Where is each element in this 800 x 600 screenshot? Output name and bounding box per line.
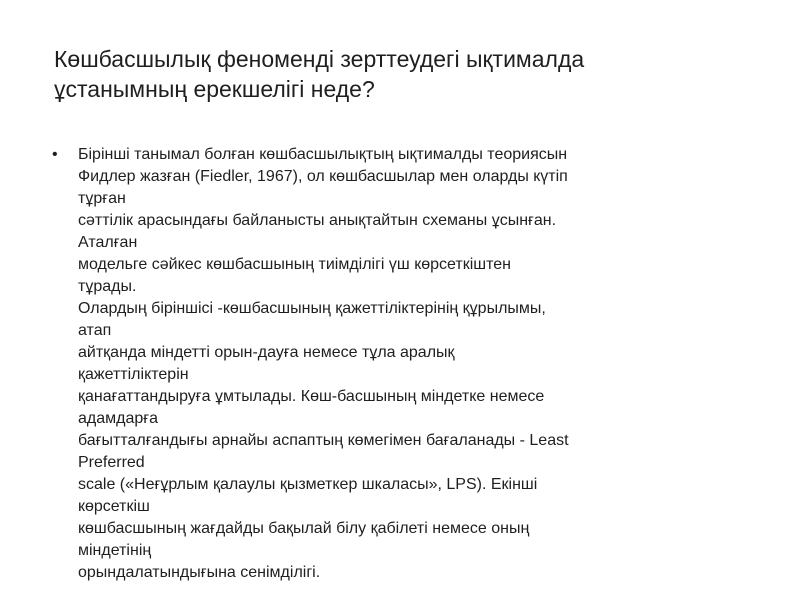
body-text-line: бағытталғандығы арнайы аспаптың көмегімен бағаланады - Least	[78, 432, 569, 449]
body-text-line: көрсеткіш	[78, 498, 150, 515]
slide-title	[54, 44, 754, 104]
body-text-line: модельге сәйкес көшбасшының тиімділігі үш көрсеткіштен	[78, 256, 511, 273]
body-text-line: тұрған	[78, 190, 126, 207]
body-text-line: көшбасшының жағдайды бақылай білу қабілеті немесе оның	[78, 520, 530, 537]
bullet-list	[52, 144, 772, 584]
body-text-line: сәттілік арасындағы байланысты анықтайтын схеманы ұсынған.	[78, 212, 557, 229]
body-text-line: қанағаттандыруға ұмтылады. Көш-басшының міндетке немесе	[78, 388, 545, 405]
body-text-line: тұрады.	[78, 278, 137, 295]
body-text-line: Бірінші танымал болған көшбасшылықтың ықтималды теориясын	[78, 146, 568, 163]
body-text-line: қажеттіліктерін	[78, 366, 189, 383]
body-text-line: айтқанда міндетті орын-дауға немесе тұла аралық	[78, 344, 455, 361]
title-line: Көшбасшылық феноменді зерттеудегі ықтималда	[54, 46, 585, 72]
body-text-line: Олардың біріншісі -көшбасшының қажеттіліктерінің құрылымы,	[78, 300, 546, 317]
body-text-line: атап	[78, 322, 112, 339]
body-text-line: Аталған	[78, 234, 138, 251]
bullet-item	[52, 144, 772, 584]
body-text-line: міндетінің	[78, 542, 152, 559]
body-text-line: Preferred	[78, 454, 145, 471]
body-text-line: орындалатындығына сенімділігі.	[78, 564, 321, 581]
body-text-line: scale («Неғұрлым қалаулы қызметкер шкаласы», LPS). Екінші	[78, 476, 538, 493]
body-text-line: адамдарға	[78, 410, 158, 427]
title-line: ұстанымның ерекшелігі неде?	[54, 76, 375, 102]
body-text-line: Фидлер жазған (Fiedler, 1967), ол көшбасшылар мен оларды күтіп	[78, 168, 568, 185]
bullet-dot-icon: •	[52, 146, 58, 163]
